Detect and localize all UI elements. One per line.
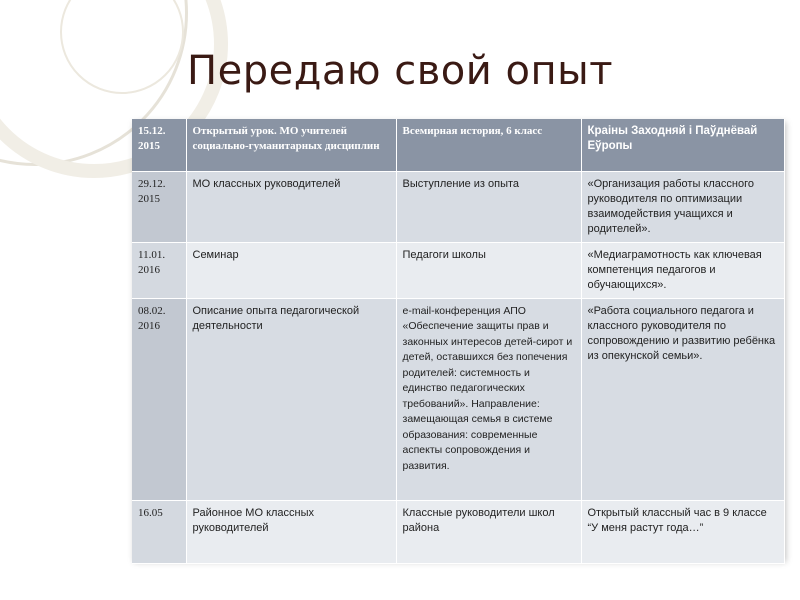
table-row — [132, 171, 784, 242]
row-event: Районное МО классных руководителей — [186, 500, 396, 563]
row-audience: Педагоги школы — [396, 242, 581, 298]
header-event: Открытый урок. МО учителей социально-гуманитарных дисциплин — [186, 119, 396, 171]
row-date: 11.01. 2016 — [132, 242, 186, 298]
row-event: МО классных руководителей — [186, 171, 396, 242]
row-audience: Выступление из опыта — [396, 171, 581, 242]
row-date: 29.12. 2015 — [132, 171, 186, 242]
row-audience: Классные руководители школ района — [396, 500, 581, 563]
row-topic: Открытый классный час в 9 классе “У меня растут года…” — [581, 500, 784, 563]
row-event: Описание опыта педагогической деятельности — [186, 298, 396, 500]
row-date: 08.02. 2016 — [132, 298, 186, 500]
table-header-row — [132, 119, 784, 171]
experience-table-container — [132, 119, 784, 559]
header-date: 15.12. 2015 — [132, 119, 186, 171]
row-topic: «Организация работы классного руководителя по оптимизации взаимодействия учащихся и родителей». — [581, 171, 784, 242]
row-event: Семинар — [186, 242, 396, 298]
experience-table — [132, 119, 785, 564]
header-audience: Всемирная история, 6 класс — [396, 119, 581, 171]
slide-title: Передаю свой опыт — [187, 48, 613, 94]
row-audience: e-mail-конференция АПО «Обеспечение защиты прав и законных интересов детей-сирот и детей, оставшихся без попечения родителей: системность и единство педагогических требований». Направление: замещающая семья в системе образования: современные аспекты сопровождения и развития. — [396, 298, 581, 500]
table-row — [132, 242, 784, 298]
row-topic: «Работа социального педагога и классного руководителя по сопровождению и развитию ребёнка из опекунской семьи». — [581, 298, 784, 500]
row-topic: «Медиаграмотность как ключевая компетенция педагогов и обучающихся». — [581, 242, 784, 298]
row-date: 16.05 — [132, 500, 186, 563]
table-row — [132, 500, 784, 563]
header-topic: Краіны Заходняй і Паўднёвай Еўропы — [581, 119, 784, 171]
table-row — [132, 298, 784, 500]
